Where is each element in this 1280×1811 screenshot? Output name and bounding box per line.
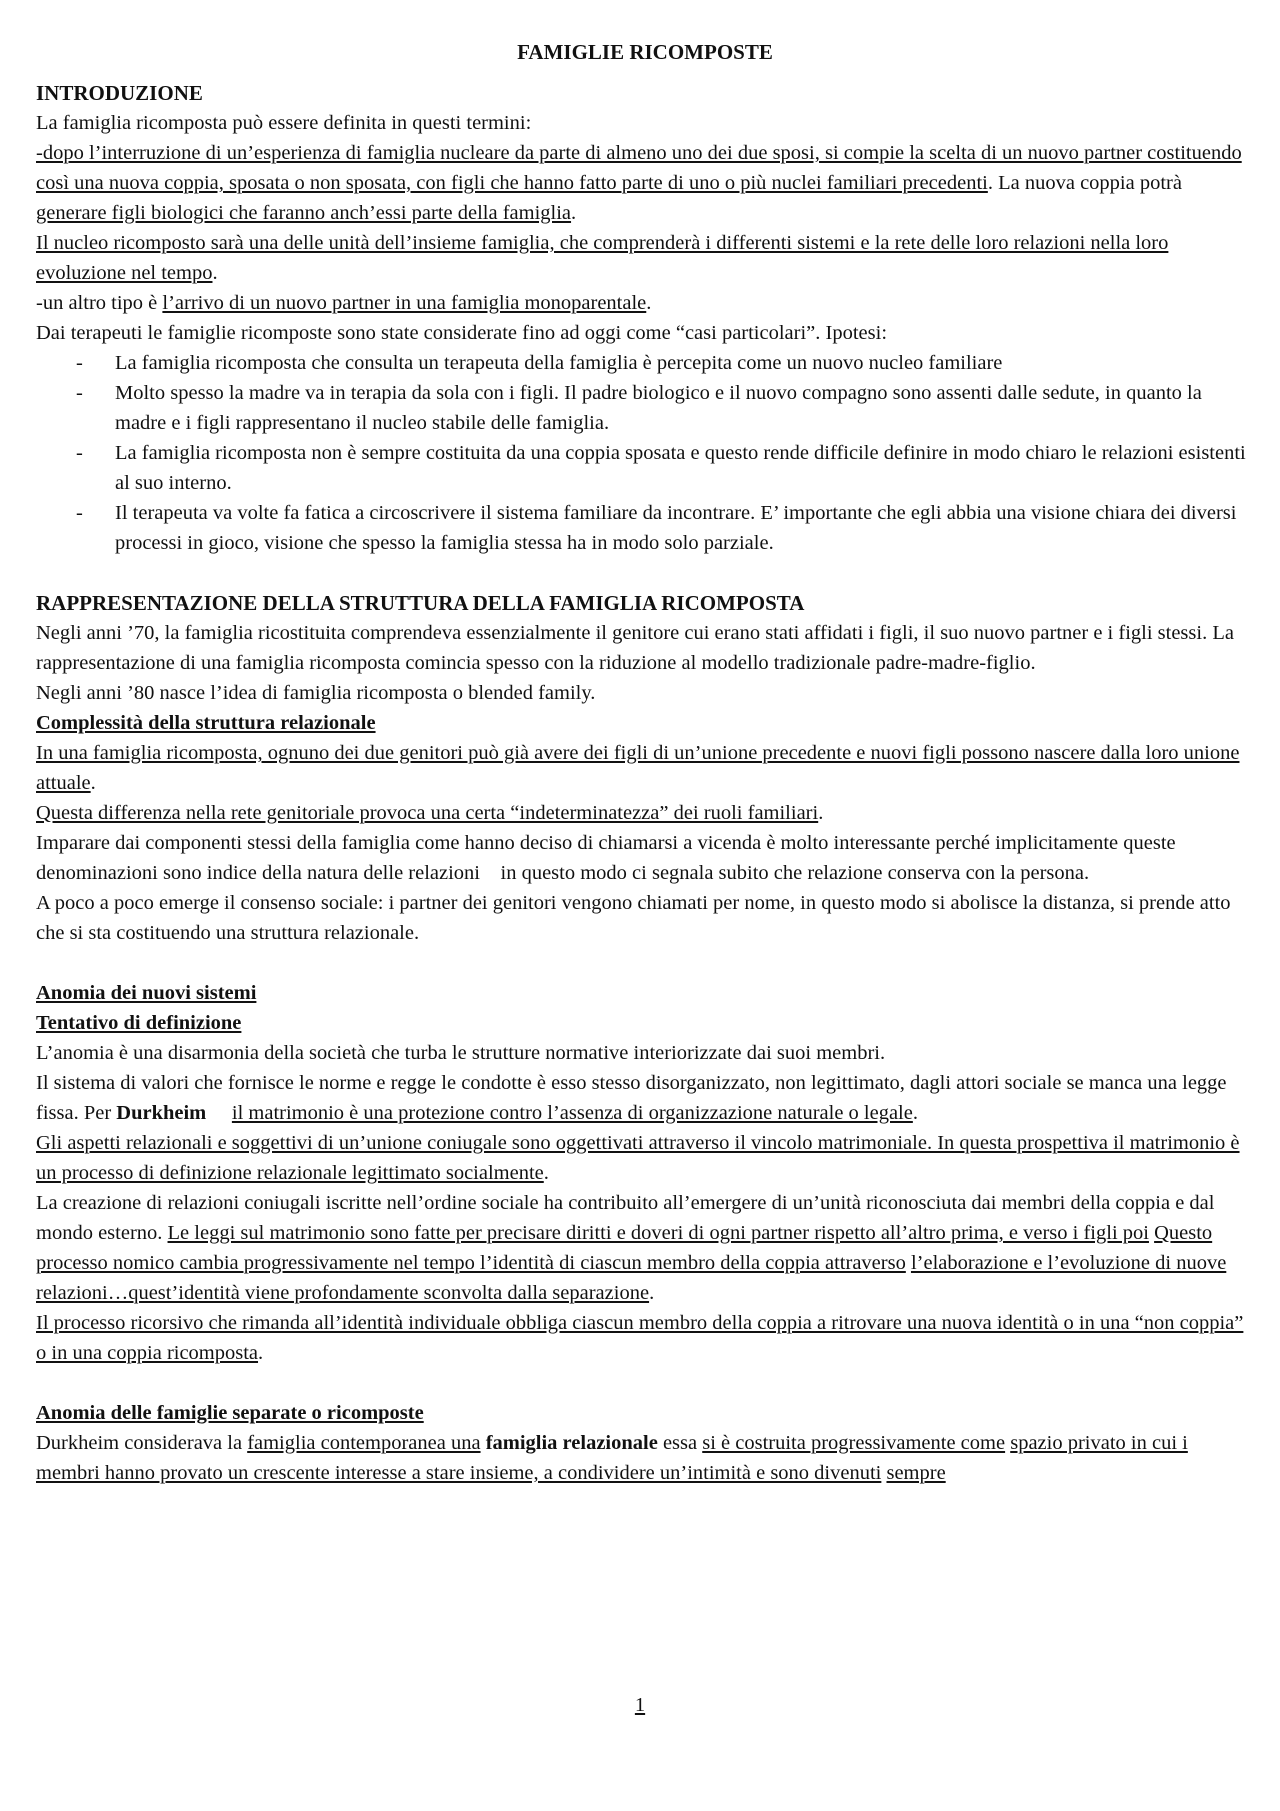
paragraph: Gli aspetti relazionali e soggettivi di un’unione coniugale sono oggettivati attraverso il vincolo matrimoniale. In questa prospettiva il matrimonio è un processo di definizione relazionale legittimato socialmente.: [36, 1132, 1240, 1184]
paragraph: L’anomia è una disarmonia della società che turba le strutture normative interiorizzate dai suoi membri.: [36, 1042, 886, 1064]
list-item: - La famiglia ricomposta che consulta un terapeuta della famiglia è percepita come un nuovo nucleo familiare: [36, 348, 1254, 378]
paragraph: Imparare dai componenti stessi della famiglia come hanno deciso di chiamarsi a vicenda è molto interessante perché implicitamente queste denominazioni sono indice della natura delle relazioni in questo modo ci segnala subito che relazione conserva con la persona.: [36, 832, 1181, 884]
paragraph: -un altro tipo è l’arrivo di un nuovo partner in una famiglia monoparentale.: [36, 292, 652, 314]
document-body: [36, 36, 1254, 1488]
paragraph: Questa differenza nella rete genitoriale provoca una certa “indeterminatezza” dei ruoli familiari.: [36, 802, 824, 824]
document-title: FAMIGLIE RICOMPOSTE: [517, 40, 773, 64]
paragraph: Negli anni ’70, la famiglia ricostituita comprendeva essenzialmente il genitore cui erano stati affidati i figli, il suo nuovo partner e i figli stessi. La rappresentazione di una famiglia ricomposta comincia spesso con la riduzione al modello tradizionale padre-madre-figlio.: [36, 622, 1234, 674]
paragraph: Negli anni ’80 nasce l’idea di famiglia ricomposta o blended family.: [36, 682, 596, 704]
paragraph: La creazione di relazioni coniugali iscritte nell’ordine sociale ha contribuito all’emergere di un’unità riconosciuta dai membri della coppia e dal mondo esterno. Le leggi sul matrimonio sono fatte per precisare diritti e doveri di ogni partner rispetto all’altro prima, e verso i figli poi Questo processo nomico cambia progressivamente nel tempo l’identità di ciascun membro della coppia attraverso l’elaborazione e l’evoluzione di nuove relazioni…quest’identità viene profondamente sconvolta dalla separazione.: [36, 1192, 1227, 1304]
subheading-separate: Anomia delle famiglie separate o ricomposte: [36, 1402, 424, 1424]
paragraph: -dopo l’interruzione di un’esperienza di famiglia nucleare da parte di almeno uno dei due sposi, si compie la scelta di un nuovo partner costituendo così una nuova coppia, sposata o non sposata, con figli che hanno fatto parte di uno o più nuclei familiari precedenti. La nuova coppia potrà generare figli biologici che faranno anch’essi parte della famiglia.: [36, 142, 1242, 224]
list-item: - La famiglia ricomposta non è sempre costituita da una coppia sposata e questo rende difficile definire in modo chiaro le relazioni esistenti al suo interno.: [36, 438, 1254, 498]
paragraph: Il nucleo ricomposto sarà una delle unità dell’insieme famiglia, che comprenderà i differenti sistemi e la rete delle loro relazioni nella loro evoluzione nel tempo.: [36, 232, 1169, 284]
paragraph: In una famiglia ricomposta, ognuno dei due genitori può già avere dei figli di un’unione precedente e nuovi figli possono nascere dalla loro unione attuale.: [36, 742, 1240, 794]
paragraph: Durkheim considerava la famiglia contemporanea una famiglia relazionale essa si è costruita progressivamente come spazio privato in cui i membri hanno provato un crescente interesse a stare insieme, a condividere un’intimità e sono divenuti sempre: [36, 1432, 1188, 1484]
paragraph: Il sistema di valori che fornisce le norme e regge le condotte è esso stesso disorganizzato, non legittimato, dagli attori sociale se manca una legge fissa. Per Durkheim il matrimonio è una protezione contro l’assenza di organizzazione naturale o legale.: [36, 1072, 1227, 1124]
heading-introduzione: INTRODUZIONE: [36, 81, 203, 105]
subheading-definizione: Tentativo di definizione: [36, 1012, 242, 1034]
list-item: - Il terapeuta va volte fa fatica a circoscrivere il sistema familiare da incontrare. E’ importante che egli abbia una visione chiara dei diversi processi in gioco, visione che spesso la famiglia stessa ha in modo solo parziale.: [36, 498, 1254, 558]
list-item: - Molto spesso la madre va in terapia da sola con i figli. Il padre biologico e il nuovo compagno sono assenti dalle sedute, in quanto la madre e i figli rappresentano il nucleo stabile delle famiglia.: [36, 378, 1254, 438]
paragraph: Dai terapeuti le famiglie ricomposte sono state considerate fino ad oggi come “casi particolari”. Ipotesi:: [36, 322, 888, 344]
heading-rappresentazione: RAPPRESENTAZIONE DELLA STRUTTURA DELLA FAMIGLIA RICOMPOSTA: [36, 591, 805, 615]
subheading-anomia: Anomia dei nuovi sistemi: [36, 982, 257, 1004]
paragraph: A poco a poco emerge il consenso sociale: i partner dei genitori vengono chiamati per nome, in questo modo si abolisce la distanza, si prende atto che si sta costituendo una struttura relazionale.: [36, 892, 1231, 944]
page-number: 1: [634, 1694, 646, 1716]
hypothesis-list: [36, 348, 1254, 558]
paragraph: Il processo ricorsivo che rimanda all’identità individuale obbliga ciascun membro della coppia a ritrovare una nuova identità o in una “non coppia” o in una coppia ricomposta.: [36, 1312, 1244, 1364]
paragraph: La famiglia ricomposta può essere definita in questi termini:: [36, 112, 532, 134]
subheading-complessita: Complessità della struttura relazionale: [36, 712, 376, 734]
